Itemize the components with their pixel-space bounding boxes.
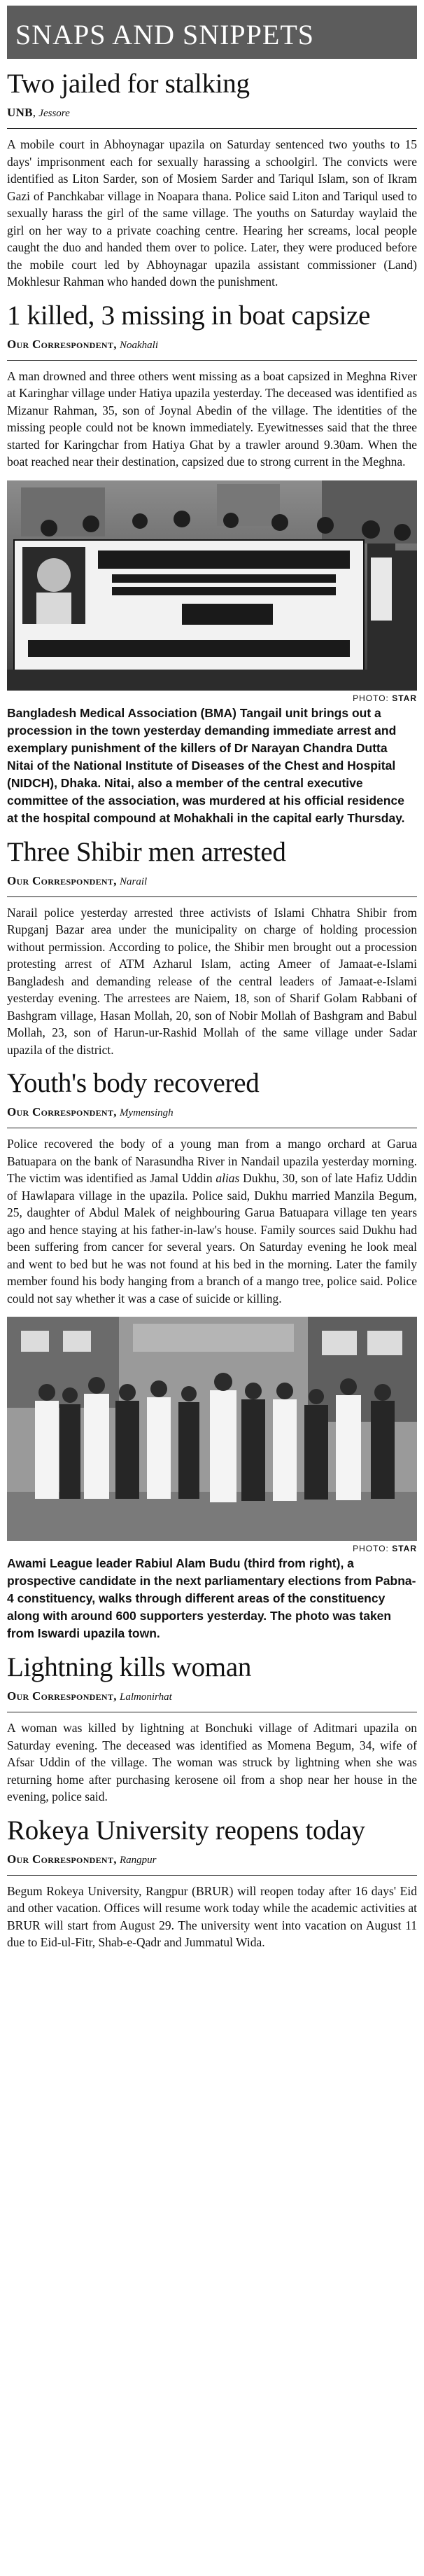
byline-source: Our Correspondent, xyxy=(7,873,117,887)
story-boat-capsize xyxy=(7,300,417,471)
story-body-italic: alias xyxy=(215,1171,240,1185)
story-byline xyxy=(7,1689,417,1705)
newspaper-page xyxy=(7,0,417,1951)
byline-rule xyxy=(7,1875,417,1876)
story-body-recovered xyxy=(7,1068,417,1307)
story-byline xyxy=(7,1105,417,1121)
story-headline: 1 killed, 3 missing in boat capsize xyxy=(7,300,371,331)
campaign-photo xyxy=(7,1317,417,1541)
byline-rule xyxy=(7,128,417,129)
photo-credit xyxy=(7,1544,417,1553)
photo-block-procession xyxy=(7,480,417,827)
story-byline xyxy=(7,337,417,353)
byline-source: Our Correspondent, xyxy=(7,1689,117,1703)
story-headline: Rokeya University reopens today xyxy=(7,1815,365,1846)
story-body: A man drowned and three others went missing as a boat capsized in Meghna River at Karinghar village under Hatiya upazila yesterday. The deceased was identified as Mizanur Rahman, 35, son of Joynal Abedin of the village. The identities of the missing people could not be known immediately. Eyewitnesses said that the three started for Karingchar from Hatiya Ghat by a trawler around 9.30am. When the boat reached near their destination, capsized due to strong current in the Meghna. xyxy=(7,368,417,469)
story-body: A mobile court in Abhoynagar upazila on Saturday sentenced two youths to 15 days' imprisonment each for sexually harassing a schoolgirl. The convicts were identified as Liton Sarder, son of Mosiem Sarder and Tariqul Islam, son of Ikram Gazi of Panchkabar village in Noapara thana. Police said Liton and Tariqul used to sexually harass the girl of the same village. The youths on Saturday waylaid the girl on her way to a private coaching centre. Hearing her screams, local people caught the duo and handed them over to police. Later, they were produced before the mobile court led by Abhoynagar upazila assistant commissioner (Land) Mokhlesur Rahman who handed down the punishment. xyxy=(7,137,417,289)
photo-caption: Bangladesh Medical Association (BMA) Tangail unit brings out a procession in the town yesterday demanding immediate arrest and exemplary punishment of the killers of Dr Narayan Chandra Dutta Nitai of the National Institute of Diseases of the Chest and Hospital (NIDCH), Dhaka. Nitai, also a member of the central executive committee of the association, was murdered at his official residence at the hospital compound at Mohakhali in the capital early Thursday. xyxy=(7,705,405,825)
story-stalking xyxy=(7,69,417,291)
byline-location: Noakhali xyxy=(120,339,158,351)
story-byline xyxy=(7,873,417,889)
story-byline: UNB, Jessore xyxy=(7,106,70,119)
byline-rule xyxy=(7,896,417,897)
story-body: A woman was killed by lightning at Bonchuki village of Aditmari upazila on Saturday evening. The deceased was identified as Momena Begum, 34, wife of Afsar Uddin of the village. The woman was struck by lightning when she was returning home after purchasing kerosene oil from a shop near her house in the evening, police said. xyxy=(7,1721,417,1803)
photo-credit xyxy=(7,693,417,703)
photo-credit-prefix: PHOTO: xyxy=(353,693,393,703)
byline-location: Rangpur xyxy=(120,1854,157,1866)
byline-location: Lalmonirhat xyxy=(120,1691,172,1703)
story-university-reopens xyxy=(7,1815,417,1951)
story-headline: Two jailed for stalking xyxy=(7,69,250,99)
story-shibir-arrested xyxy=(7,837,417,1059)
byline-source: Our Correspondent, xyxy=(7,1105,117,1119)
byline-location: Narail xyxy=(120,875,148,887)
section-banner: SNAPS AND SNIPPETS xyxy=(7,6,417,59)
story-body-part: Dukhu, 30, son of late Hafiz Uddin of Hawlapara village in the upazila. Police said, Dukhu married Manzila Begum, 25, daughter of Abdul Malek of neighbouring Garua Batuapara village ten years ago and hence staying at his father-in-law's house. Family sources said Dukhu had been suffering from cancer for several years. On Saturday evening he look meal and went to bed but he was not found at his bed in the morning. Later the family member found his body hanging from a branch of a mango tree, police said. Police could not say whether it was a case of suicide or killing. xyxy=(7,1171,417,1306)
story-headline: Lightning kills woman xyxy=(7,1652,252,1682)
photo-credit-prefix: PHOTO: xyxy=(353,1544,393,1553)
story-lightning xyxy=(7,1652,417,1806)
photo-caption: Awami League leader Rabiul Alam Budu (third from right), a prospective candidate in the next parliamentary elections from Pabna-4 constituency, walks through different areas of the constituency along with around 600 supporters yesterday. The photo was taken from Iswardi upazila town. xyxy=(7,1556,416,1640)
story-body: Begum Rokeya University, Rangpur (BRUR) will reopen today after 16 days' Eid and other vacation. Offices will resume work today while the academic activities at BRUR will start from August 29. The university went into vacation on August 11 due to Eid-ul-Fitr, Shab-e-Qadr and Jummatul Wida. xyxy=(7,1883,417,1949)
story-byline xyxy=(7,1852,417,1868)
byline-rule xyxy=(7,360,417,361)
story-headline: Three Shibir men arrested xyxy=(7,836,286,867)
byline-source: UNB xyxy=(7,106,33,119)
byline-location: Mymensingh xyxy=(120,1107,174,1119)
byline-source: Our Correspondent, xyxy=(7,1852,117,1866)
photo-block-campaign xyxy=(7,1317,417,1642)
byline-location: Jessore xyxy=(38,108,70,119)
procession-photo xyxy=(7,480,417,691)
photo-credit-source: STAR xyxy=(392,693,417,703)
story-body xyxy=(7,1135,417,1307)
story-body: Narail police yesterday arrested three activists of Islami Chhatra Shibir from Rupganj Bazar area under the municipality on charge of holding procession without permission. According to police, the Shibir men brought out a procession protesting arrest of ATM Azharul Islam, acting Ameer of Jamaat-e-Islami Bangladesh and demanding release of the central leaders of Jamaat-e-Islami yesterday evening. The arrestees are Naiem, 18, son of Sharif Golam Rabbani of Bashgram village, Hasan Mollah, 20, son of Nobir Mollah of Bashgram and Babul Mollah, 23, son of Harun-ur-Rashid Mollah of the same village under Sadar upazila of the district. xyxy=(7,905,417,1057)
byline-source: Our Correspondent, xyxy=(7,337,117,351)
photo-credit-source: STAR xyxy=(392,1544,417,1553)
story-headline: Youth's body recovered xyxy=(7,1068,260,1098)
story-body-part: Police recovered the body of a young man from a mango orchard at Garua Batuapara on the bank of Narasundha River in Nandail upazila yesterday morning. The victim was identified as Jamal Uddin xyxy=(7,1137,417,1185)
